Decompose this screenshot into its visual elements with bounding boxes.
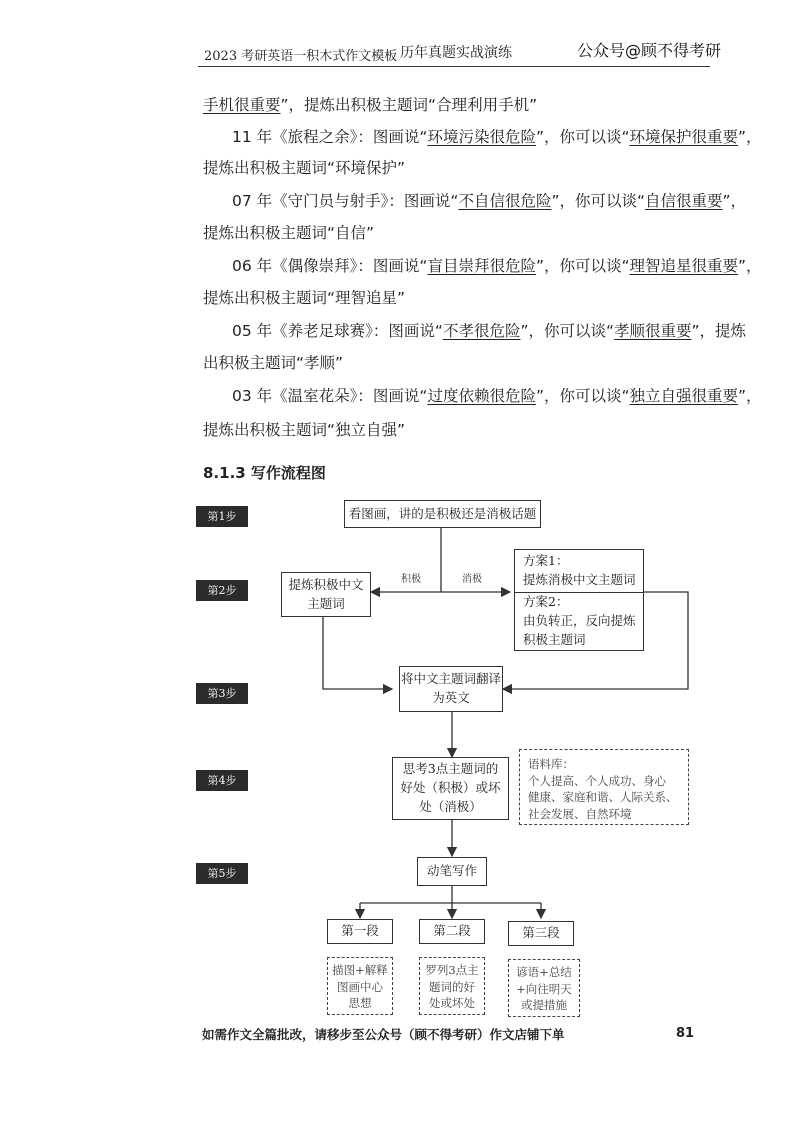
- text-segment: ”，你可以谈“: [551, 192, 646, 210]
- positive-topic-line-1: 提炼积极中文: [288, 576, 364, 592]
- text-segment: 提炼出积极主题词“环境保护”: [203, 159, 406, 177]
- text-segment: 提炼出积极主题词“独立自强”: [203, 421, 406, 439]
- corpus-line-1: 个人提高、个人成功、身心: [528, 773, 666, 788]
- topic-judgement-box: [344, 500, 541, 528]
- header-book-title: 2023 考研英语一积木式作文模板: [204, 49, 398, 64]
- text-segment: ”，你可以谈“: [520, 322, 615, 340]
- text-segment: 出积极主题词“孝顺”: [203, 354, 344, 372]
- paragraph-1-label: 第一段: [341, 923, 379, 939]
- paragraph-2-label: 第二段: [433, 923, 471, 939]
- translate-box: [399, 666, 503, 712]
- step-label-1: 第1步: [196, 506, 248, 527]
- paragraph-3-box: [508, 921, 574, 946]
- text-segment: ”，: [738, 387, 762, 405]
- footer-note: 如需作文全篇批改，请移步至公众号（顾不得考研）作文店铺下单: [202, 1027, 565, 1042]
- text-segment: ”，提炼出积极主题词“合理利用手机”: [280, 96, 538, 114]
- plan-1-text: 提炼消极中文主题词: [523, 572, 636, 587]
- text-segment: 06 年《偶像崇拜》：图画说“: [232, 257, 428, 275]
- underlined-phrase: 不孝很危险: [442, 322, 521, 340]
- step-label-2: 第2步: [196, 580, 248, 601]
- text-segment: ”，你可以谈“: [535, 387, 630, 405]
- positive-topic-line-2: 主题词: [307, 595, 345, 611]
- underlined-phrase: 环境污染很危险: [427, 128, 536, 146]
- arrow-positive-to-translate: [323, 617, 392, 689]
- plan-2-title: 方案2：: [523, 594, 569, 610]
- text-segment: ”，: [738, 257, 762, 275]
- plan-1-box: [514, 549, 644, 592]
- corpus-line-3: 社会发展、自然环境: [528, 807, 632, 822]
- translate-line-2: 为英文: [432, 690, 470, 705]
- paragraph-3-note: [508, 959, 580, 1017]
- paragraph-1-note: [327, 957, 393, 1015]
- paragraph-2-note-line-1: 罗列3点主: [425, 963, 479, 977]
- step-label-5: 第5步: [196, 863, 248, 884]
- underlined-phrase: 独立自强很重要: [629, 387, 739, 405]
- section-title: 8.1.3 写作流程图: [203, 464, 326, 482]
- step-label-4: 第4步: [196, 770, 248, 791]
- underlined-phrase: 理智追星很重要: [629, 257, 739, 275]
- page-number: 81: [676, 1026, 695, 1041]
- paragraph-3-label: 第三段: [522, 925, 560, 941]
- positive-topic-box: [281, 572, 371, 617]
- text-segment: ”，你可以谈“: [535, 128, 630, 146]
- text-segment: ”，: [722, 192, 747, 210]
- paragraph-3-note-line-3: 或提措施: [521, 998, 567, 1013]
- think-benefits-box: [392, 757, 509, 820]
- paragraph-2-note-line-2: 题词的好: [429, 979, 475, 994]
- think-line-3: 处（消极）: [419, 798, 482, 814]
- label-negative: 消极: [462, 574, 482, 585]
- corpus-title: 语料库：: [528, 757, 574, 771]
- header-chapter-title: 历年真题实战演练: [400, 45, 512, 61]
- paragraph-1-note-line-3: 思想: [348, 996, 372, 1011]
- text-segment: 05 年《养老足球赛》：图画说“: [232, 322, 443, 340]
- paragraph-3-note-line-1: 谚语+总结: [516, 965, 572, 979]
- start-writing-text: 动笔写作: [426, 863, 477, 879]
- underlined-phrase: 不自信很危险: [458, 192, 552, 210]
- underlined-phrase: 盲目崇拜很危险: [427, 257, 536, 275]
- corpus-line-2: 健康、家庭和谐、人际关系、: [528, 790, 678, 805]
- paragraph-1-note-line-2: 图画中心: [337, 979, 383, 994]
- underlined-phrase: 环境保护很重要: [629, 128, 739, 146]
- step-label-3: 第3步: [196, 683, 248, 704]
- text-segment: 11 年《旅程之余》：图画说“: [232, 128, 428, 146]
- paragraph-2-box: [419, 919, 485, 944]
- underlined-phrase: 过度依赖很危险: [427, 387, 536, 405]
- translate-line-1: 将中文主题词翻译: [400, 671, 501, 687]
- think-line-2: 好处（积极）或坏: [400, 780, 501, 796]
- text-segment: ”，提炼: [691, 322, 747, 340]
- plan-2-text-2: 积极主题词: [523, 631, 586, 647]
- underlined-phrase: 手机很重要: [203, 96, 281, 114]
- text-segment: 提炼出积极主题词“理智追星”: [203, 289, 406, 307]
- plan-1-title: 方案1：: [523, 553, 569, 569]
- label-positive: 积极: [401, 574, 421, 585]
- corpus-box: [519, 749, 689, 825]
- text-segment: ”，: [738, 128, 762, 146]
- plan-2-text-1: 由负转正，反向提炼: [523, 613, 636, 629]
- paragraph-2-note: [419, 957, 485, 1015]
- text-segment: 提炼出积极主题词“自信”: [203, 224, 375, 242]
- paragraph-1-box: [327, 919, 393, 944]
- plan-2-box: [514, 592, 644, 651]
- header-account-name: 公众号@顾不得考研: [577, 41, 722, 60]
- paragraph-3-note-line-2: +向往明天: [516, 981, 572, 996]
- paragraph-1-note-line-1: 描图+解释: [332, 963, 388, 977]
- think-line-1: 思考3点主题词的: [402, 761, 499, 777]
- text-segment: 03 年《温室花朵》：图画说“: [232, 387, 428, 405]
- underlined-phrase: 自信很重要: [645, 192, 723, 210]
- paragraph-2-note-line-3: 处或坏处: [429, 996, 475, 1011]
- text-segment: 07 年《守门员与射手》：图画说“: [232, 192, 459, 210]
- text-segment: ”，你可以谈“: [535, 257, 630, 275]
- topic-judgement-text: 看图画，讲的是积极还是消极话题: [348, 505, 537, 521]
- start-writing-box: [417, 857, 487, 886]
- underlined-phrase: 孝顺很重要: [614, 322, 692, 340]
